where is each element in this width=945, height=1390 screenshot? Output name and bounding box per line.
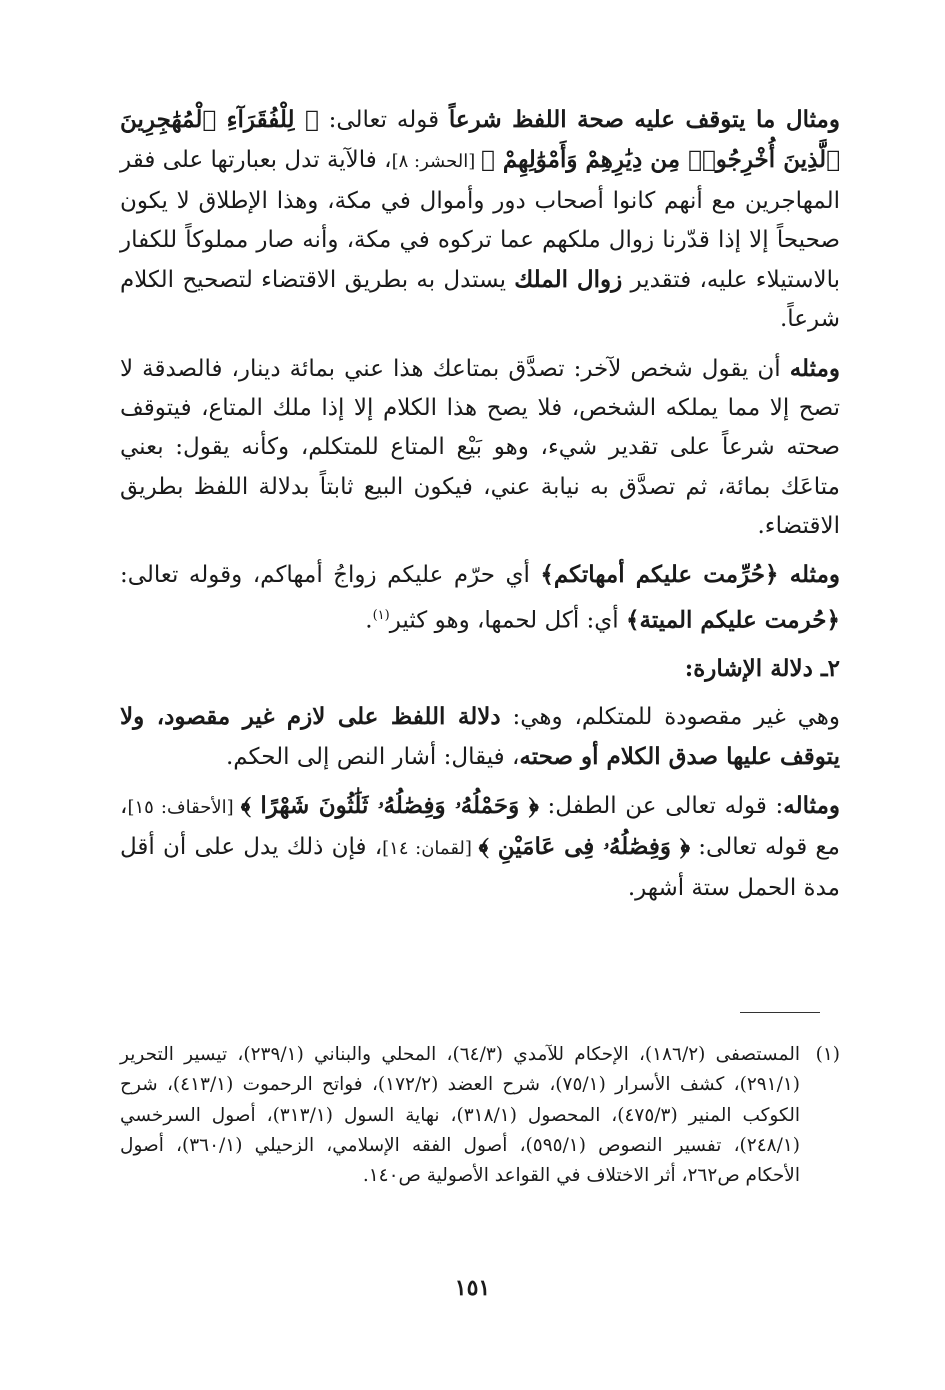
quran-verse: ﴿حُرمت عليكم الميتة﴾ [626, 606, 840, 634]
paragraph-4 [120, 697, 840, 778]
paragraph-lead: ومثال ما يتوقف عليه صحة اللفظ شرعاً [448, 106, 840, 133]
paragraph-3 [120, 555, 840, 640]
text-run: وهي غير مقصودة للمتكلم، وهي: [500, 703, 840, 730]
footnote-number: (١) [815, 1044, 840, 1065]
footnote-text: المستصفى (١٨٦/٢)، الإحكام للآمدي (٦٤/٣)، المحلي والبناني (٢٣٩/١)، تيسير التحرير (٢٩١/١)، كشف الأسرار (٧٥/١)، شرح العضد (١٧٢/٢)، فواتح الرحموت (٤١٣/١)، شرح الكوكب المنير (٤٧٥/٣)، المحصول (٣١٨/١)، نهاية السول (٣١٣/١)، أصول السرخسي (٢٤٨/١)، تفسير النصوص (٥٩٥/١)، أصول الفقه الإسلامي، الزحيلي (٣٦٠/١)، أصول الأحكام ص٢٦٢، أثر الاختلاف في القواعد الأصولية ص١٤٠. [120, 1044, 801, 1187]
text-run: أي: أكل لحمها، وهو كثير [389, 607, 627, 634]
text-run: . [365, 607, 373, 634]
text-run: قوله تعالى: [318, 107, 449, 133]
verse-reference: [الحشر: ٨] [391, 151, 481, 173]
quran-verse: ﴿حُرِّمت عليكم أمهاتكم﴾ [540, 561, 790, 589]
section-heading: ٢ـ دلالة الإشارة: [684, 654, 840, 682]
quran-verse: ﴿ لِلْفُقَرَآءِ ٱلْمُهَٰجِرِينَ ٱلَّذِينَ أُخْرِجُوا۟ مِن دِيَٰرِهِمْ وَأَمْوَٰلِهِمْ ﴾ [120, 106, 840, 174]
text-run: أي حرّم عليكم زواجُ أمهاكم، وقوله تعالى: [120, 562, 541, 589]
paragraph-5 [120, 786, 840, 908]
paragraph-2 [120, 349, 840, 546]
paragraph-1 [120, 100, 840, 340]
verse-reference: [الأحقاف: ١٥] [127, 797, 241, 819]
text-run: : قوله تعالى عن الطفل: [538, 793, 784, 820]
paragraph-lead: ومثاله [783, 792, 840, 820]
text-run: ، مع قوله تعالى: [120, 793, 840, 861]
footnotes [120, 1040, 840, 1191]
page-number: ١٥١ [454, 1275, 491, 1301]
main-text [120, 100, 840, 908]
text-run: ، فيقال: أشار النص إلى الحكم. [225, 743, 520, 770]
verse-reference: [لقمان: ١٤] [382, 838, 479, 860]
bold-definition: دلالة اللفظ على لازم غير مقصود، ولا يتوقف عليها صدق الكلام أو صحته [120, 702, 840, 770]
text-run: ، فإن ذلك يدل على أن أقل مدة الحمل ستة أشهر. [120, 834, 840, 901]
text-run: ، فالآية تدل بعبارتها على فقر المهاجرين مع أنهم كانوا أصحاب دور وأموال في مكة، وهذا الإطلاق لا يكون صحيحاً إلا إذا قدّرنا زوال ملكهم عما تركوه في مكة، وأنه صار مملوكاً للكفار بالاستيلاء عليه، فتقدير [120, 147, 841, 294]
quran-verse: ﴿ وَفِصَٰلُهُۥ فِى عَامَيْنِ ﴾ [478, 833, 691, 861]
paragraph-lead: ومثله [789, 354, 840, 382]
quran-verse: ﴿ وَحَمْلُهُۥ وَفِصَٰلُهُۥ ثَلَٰثُونَ شَهْرًا ﴾ [240, 792, 539, 820]
text-run: أن يقول شخص لآخر: تصدَّق بمتاعك هذا عني بمائة دينار، فالصدقة لا تصح إلا مما يملكه الشخص، فلا يصح هذا الكلام إلا إذا ملك المتاع، فيتوقف صحته شرعاً على تقدير شيء، وهو بَيْع المتاع للمتكلم، وكأنه يقول: بعني متاعَك بمائة، ثم تصدَّق به نيابة عني، فيكون البيع ثابتاً بدلالة اللفظ بطريق الاقتضاء. [120, 355, 840, 539]
footnote-marker[interactable]: (١) [372, 607, 390, 623]
bold-term: زوال الملك [514, 266, 623, 294]
footnote-1 [120, 1040, 840, 1191]
paragraph-lead: ومثله [789, 561, 840, 589]
footnote-separator [740, 1012, 820, 1013]
text-run: يستدل به بطريق الاقتضاء لتصحيح الكلام شرعاً. [120, 267, 840, 333]
